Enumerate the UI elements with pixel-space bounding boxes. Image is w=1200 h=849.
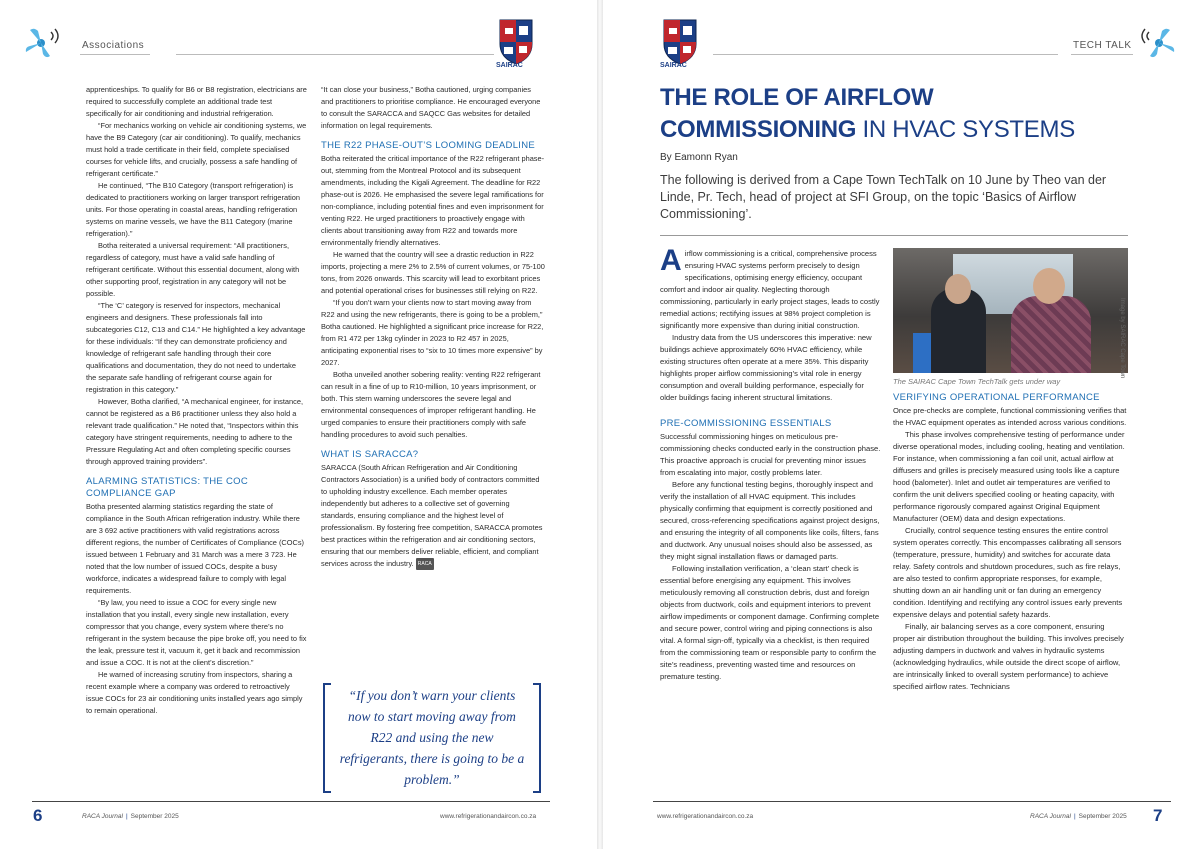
- paragraph: Botha presented alarming statistics regarding the state of compliance in the South African refrigeration industry. While there are 3 692 active practitioners with valid registrations across different regions, the number of Certificates of Compliance (COCs) issued between 1 February and 31 March was a mere 3 723. He noted that the low number of issued COCs, despite a busy workforce, indicates a widespread failure to comply with legal requirements.: [86, 502, 304, 595]
- sairac-crest-logo: [661, 18, 699, 66]
- footer-rule: [32, 801, 550, 802]
- hvac-fan-logo-icon: [1136, 22, 1176, 62]
- section-rule: [80, 54, 150, 55]
- paragraph: Crucially, control sequence testing ensures the entire control system operates correctly. This encompasses calibrating all sensors (temperature, pressure, humidity) and switches for accurate data relay. Safety controls and shutdown procedures, such as fire relays, are also tested to confirm appropriate responses, for example, shutting down an air handling unit or fan during an emergency condition. Identifying and rectifying any control issues early prevents expensive delays and potential safety hazards.: [893, 526, 1123, 619]
- sairac-crest-logo: [497, 18, 535, 66]
- paragraph: “The ‘C’ category is reserved for inspectors, mechanical engineers and designers. These professionals fall into subcategories C12, C13 and C14.” He highlighted a key advantage for these individuals: “If they can demonstrate proficiency and knowledge of refrigerant safe handling through their core qualifications and documentation, they do not need to undertake the separate safe handling of refrigerant course again for registration in this category.”: [86, 301, 306, 394]
- photo-credit: Image by SAIRAC Cape Town: [1119, 298, 1125, 379]
- paragraph: Industry data from the US underscores this imperative: new buildings achieve approximately 60% HVAC efficiency, while existing structures often operate at a mere 35%. This disparity highlights proper airflow commissioning’s vital role in energy consumption and overall building performance, especially for older buildings facing inherent structural limitations.: [660, 333, 872, 402]
- section-label: Associations: [82, 40, 145, 51]
- paragraph: This phase involves comprehensive testing of performance under diverse operational modes, including cooling, heating and ventilation. For instance, when commissioning a fan coil unit, actual airflow at diffusers and grilles is precisely measured using tools like a capture hood (balometer). Inlet and outlet air temperatures are verified to confirm the unit delivers specified cooling or heating capacity, with performance rigorously compared against Original Equipment Manufacturer (OEM) data and design expectations.: [893, 430, 1125, 523]
- subheading: THE R22 PHASE-OUT’S LOOMING DEADLINE: [321, 140, 536, 151]
- footer-journal: RACA Journal | September 2025: [82, 813, 179, 820]
- paragraph: Successful commissioning hinges on meticulous pre-commissioning checks conducted early in the construction phase. This proactive approach is crucial for preventing minor issues from escalating into major, costly problems later.: [660, 432, 881, 477]
- pull-quote-text: “If you don’t warn your clients now to start moving away from R22 and using the new refrigerants, there is going to be a problem.”: [339, 688, 525, 787]
- paragraph: Finally, air balancing serves as a core component, ensuring proper air distribution throughout the building. This involves precisely adjusting dampers in ductwork and valves in hydraulic systems (acknowledging hydraulics, while outside the direct scope of airflow, are intrinsically linked to overall system performance) to achieve specified airflow rates. Technicians: [893, 622, 1124, 691]
- right-column-2: [893, 388, 1128, 693]
- page-number: 7: [1153, 806, 1163, 825]
- paragraph: He continued, “The B10 Category (transport refrigeration) is dedicated to practitioners working on larger transport refrigeration units. For those operating in coastal areas, handling refrigeration systems on marine vessels, we have the B11 Category (marine refrigeration).”: [86, 181, 301, 238]
- section-rule: [1071, 54, 1133, 55]
- quote-bracket-left: [323, 683, 331, 793]
- standfirst: The following is derived from a Cape Town TechTalk on 10 June by Theo van der Linde, Pr. Tech, head of project at SFI Group, on the topic ‘Basics of Airflow Commissioning’.: [660, 173, 1107, 221]
- footer-rule: [653, 801, 1171, 802]
- presenter-right-head: [1033, 268, 1065, 304]
- standfirst-rule: [660, 235, 1128, 236]
- paragraph: Botha unveiled another sobering reality: venting R22 refrigerant can result in a fine of up to R10-million, 10 years imprisonment, or both. This stern warning underscores the severe legal and environmental consequences of improper refrigerant handling. He urged companies to ensure their practitioners comply with safe handling procedures to avoid such penalties.: [321, 370, 541, 439]
- article-title: [660, 82, 1120, 146]
- paragraph: “If you don’t warn your clients now to start moving away from R22 and using the new refrigerants, there is going to be a problem,” Botha cautioned. He highlighted a significant price increase for R22, from R1 472 per 13kg cylinder in 2023 to R2 457 in 2025, anticipating exponential rises to “six to 10 times more expensive” by 2027.: [321, 298, 544, 367]
- header-rule: [713, 54, 1058, 55]
- footer-url[interactable]: www.refrigerationandaircon.co.za: [657, 813, 754, 820]
- paragraph: “For mechanics working on vehicle air conditioning systems, we have the B9 Category (car air conditioning). To qualify, mechanics must hold a trade certificate in their field, complete specialised courses for vehicle lifts, and crucially, possess a safe handling of refrigerant certificate.”: [86, 121, 307, 178]
- paragraph: Before any functional testing begins, thoroughly inspect and verify the installation of all HVAC equipment. This includes physically confirming that equipment is correctly positioned and secured, cross-referencing specifications against project designs, and ensuring the integrity of all components like coils, filters, fans and ductwork. Any unusual noises should also be assessed, as they might signal installation flaws or damaged parts.: [660, 480, 880, 561]
- paragraph: However, Botha clarified, “A mechanical engineer, for instance, cannot be registered as a B6 practitioner unless they also hold a relevant trade qualification.” He noted that, “Inspectors within this category have stringent requirements, needing to adhere to the Pressure Regulating Act and often completing specific courses through approved training providers”.: [86, 397, 303, 466]
- sairac-logo-text: SAIRAC: [660, 62, 687, 69]
- left-column-1: [86, 84, 308, 717]
- page-number: 6: [33, 806, 43, 825]
- right-page: [603, 0, 1200, 849]
- paragraph: Botha reiterated the critical importance of the R22 refrigerant phase-out, stemming from the Montreal Protocol and its subsequent amendments, including the Kigali Agreement. The deadline for R22 phase-out is 2026. He emphasised the severe legal ramifications for non-compliance, including potential fines and even imprisonment for venting R22. He urged practitioners to proactively engage with clients about transitioning away from R22 and towards more environmentally friendly alternatives.: [321, 154, 545, 247]
- footer-journal: RACA Journal | September 2025: [1030, 813, 1127, 820]
- pull-quote: [323, 683, 541, 793]
- header-rule: [176, 54, 494, 55]
- paragraph: Botha reiterated a universal requirement: “All practitioners, regardless of category, must have a valid safe handling of refrigerant certificate. Without this essential document, along with other supporting proof, registration in any category will not be possible.: [86, 241, 300, 298]
- presenter-left-head: [945, 274, 971, 304]
- footer-url[interactable]: www.refrigerationandaircon.co.za: [440, 813, 537, 820]
- hvac-fan-logo-icon: [24, 22, 64, 62]
- section-label: TECH TALK: [1073, 40, 1132, 51]
- paragraph: He warned of increasing scrutiny from inspectors, sharing a recent example where a company was ordered to retroactively issue COCs for 23 air conditioning units installed years ago simply to remain operational.: [86, 670, 303, 715]
- paragraph: “It can close your business,” Botha cautioned, urging companies and practitioners to prioritise compliance. He encouraged everyone to consult the SARACCA and SAQCC Gas websites for detailed information on legal requirements.: [321, 85, 541, 130]
- subheading: PRE-COMMISSIONING ESSENTIALS: [660, 418, 832, 429]
- end-badge: RACA: [416, 558, 434, 570]
- sairac-logo-text: SAIRAC: [496, 62, 523, 69]
- paragraph: apprenticeships. To qualify for B6 or B8 registration, electricians are required to successfully complete an additional trade test specifically for air conditioning and industrial refrigeration.: [86, 85, 307, 118]
- paragraph: “By law, you need to issue a COC for every single new installation that you install, every single new installation, every compressor that you change, every system where there’s no refrigerant in the system because the pipe broke off, you need to fix the leak, pressure test it, vacuum it, get it back and recommission and issue a COC. It is not at the client’s discretion.”: [86, 598, 307, 667]
- subheading: ALARMING STATISTICS: THE COC COMPLIANCE GAP: [86, 476, 248, 499]
- paragraph: He warned that the country will see a drastic reduction in R22 imports, projecting a mere 2% to 2.5% of current volumes, or 75-100 tons, from 2026 onwards. This scarcity will lead to exorbitant prices and potential operational crises for businesses still relying on R22.: [321, 250, 545, 295]
- paragraph: Following installation verification, a ‘clean start’ check is essential before energising any equipment. This involves meticulously removing all construction debris, dust and foreign objects from ductwork, coils and equipment interiors to prevent airflow impediments or component damage. Confirming complete and secure power, control wiring and piping connections is also vital. A formal sign-off, typically via a checklist, is then required from the commissioning team or responsible party to confirm the site’s readiness, preventing wasted time and resources on premature testing.: [660, 564, 880, 681]
- drop-cap: A: [660, 244, 682, 277]
- article-photo: [893, 248, 1128, 373]
- photo-caption: The SAIRAC Cape Town TechTalk gets under way: [893, 377, 1061, 386]
- left-page: [0, 0, 597, 849]
- paragraph: Airflow commissioning is a critical, comprehensive process ensuring HVAC systems perform precisely to design specifications, optimising energy efficiency, occupant comfort and indoor air quality. Neglecting thorough commissioning, particularly in early project stages, leads to costly remedial actions; rectifying issues at 98% project completion is significantly more expensive than during initial construction.: [660, 244, 880, 330]
- title-line-1: THE ROLE OF AIRFLOW: [660, 84, 934, 111]
- title-line-2: COMMISSIONING IN HVAC SYSTEMS: [660, 116, 1075, 143]
- left-column-2: [321, 84, 545, 570]
- paragraph: Once pre-checks are complete, functional commissioning verifies that the HVAC equipment operates as intended across various conditions.: [893, 406, 1127, 427]
- subheading: VERIFYING OPERATIONAL PERFORMANCE: [893, 392, 1100, 403]
- byline: By Eamonn Ryan: [660, 152, 738, 163]
- paragraph-text: SARACCA (South African Refrigeration and Air Conditioning Contractors Association) is a unified body of contractors committed to upholding industry excellence. Each member operates independently but adheres to a collective set of governing standards, ensuring compliance and the highest level of professionalism. By fostering free competition, SARACCA promotes best practices within the refrigeration and air conditioning sectors, ensuring that our members deliver reliable, efficient, and compliant services across the industry.: [321, 463, 543, 568]
- presenter-right: [1011, 296, 1091, 373]
- paragraph: [321, 462, 545, 570]
- right-column-1: [660, 244, 882, 683]
- quote-bracket-right: [533, 683, 541, 793]
- subheading: WHAT IS SARACCA?: [321, 449, 419, 460]
